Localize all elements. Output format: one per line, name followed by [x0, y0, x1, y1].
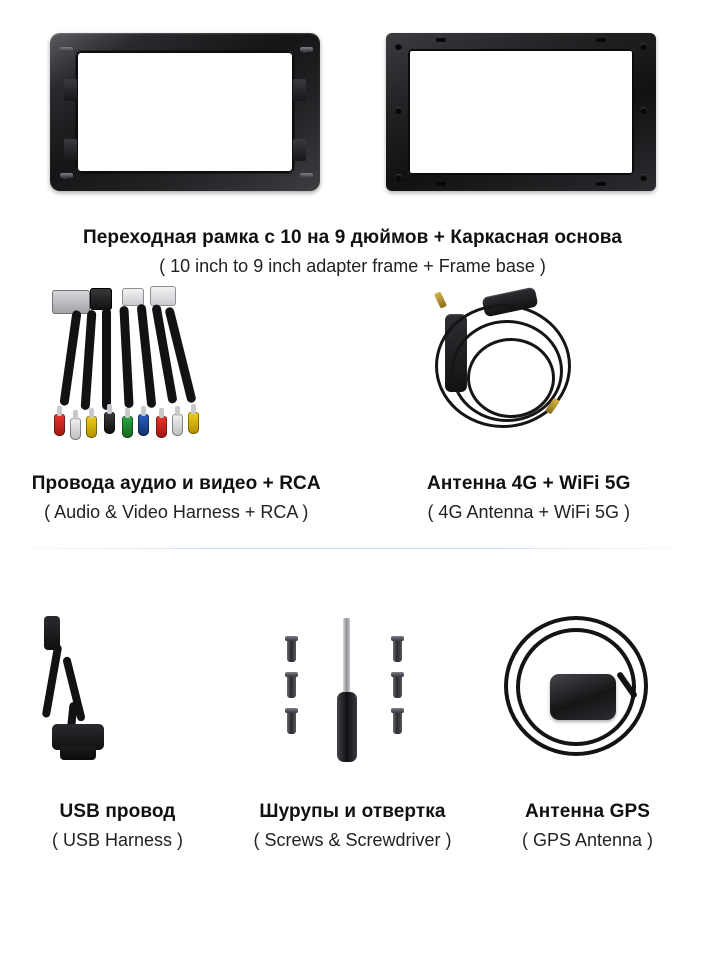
caption-av-harness	[32, 472, 321, 524]
caption-en: ( 10 inch to 9 inch adapter frame + Frame base )	[159, 255, 546, 276]
caption-ru: Переходная рамка с 10 на 9 дюймов + Каркасная основа	[82, 227, 623, 248]
adapter-frame-image	[0, 28, 705, 196]
caption-gps-antenna	[522, 800, 653, 852]
caption-en: ( Audio & Video Harness + RCA )	[44, 501, 309, 522]
section-usb-screws-gps	[0, 588, 705, 888]
caption-ru: Шурупы и отвертка	[259, 801, 446, 822]
caption-usb-harness	[52, 800, 183, 852]
caption-screws-screwdriver	[253, 800, 451, 852]
decorative-divider	[0, 548, 705, 549]
adapter-frame-part	[50, 33, 320, 191]
caption-en: ( Screws & Screwdriver )	[253, 829, 452, 850]
caption-ru: Провода аудио и видео + RCA	[31, 473, 321, 494]
item-antenna-4g-wifi	[353, 286, 705, 588]
caption-ru: Антенна GPS	[524, 801, 651, 822]
section-adapter-frame	[0, 0, 705, 276]
frame-base-part	[386, 33, 656, 191]
usb-harness-image	[8, 610, 228, 790]
caption-en: ( USB Harness )	[51, 829, 184, 850]
caption-en: ( 4G Antenna + WiFi 5G )	[427, 501, 631, 522]
caption-ru: USB провод	[59, 801, 176, 822]
section-harness-antenna	[0, 268, 705, 588]
antenna-4g-wifi-image	[379, 286, 679, 466]
gps-antenna-image	[478, 610, 698, 790]
av-harness-image	[26, 286, 326, 466]
item-gps-antenna	[470, 610, 705, 888]
caption-ru: Антенна 4G + WiFi 5G	[427, 473, 631, 494]
item-screws-screwdriver	[235, 610, 470, 888]
caption-en: ( GPS Antenna )	[521, 829, 654, 850]
screws-screwdriver-image	[243, 610, 463, 790]
item-usb-harness	[0, 610, 235, 888]
caption-antenna-4g-wifi	[427, 472, 630, 524]
item-av-harness	[0, 286, 353, 588]
